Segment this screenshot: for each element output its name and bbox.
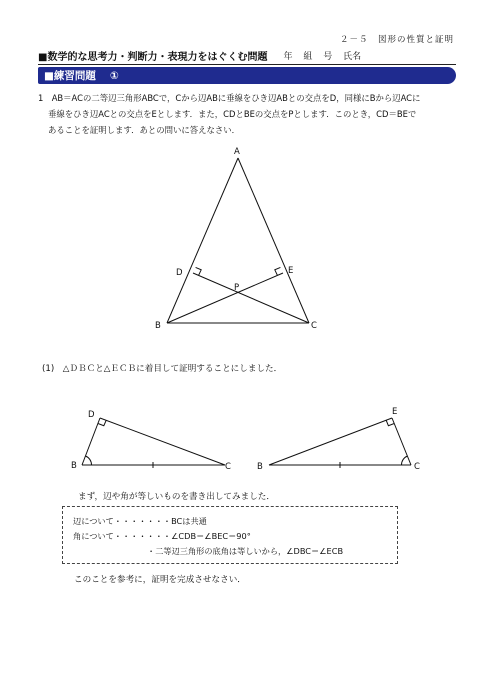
instruction-note-2: このことを参考に，証明を完成させなさい． — [74, 575, 246, 585]
angle-arc-C-right — [401, 456, 407, 465]
label-D: D — [176, 268, 183, 278]
side-DC — [100, 418, 225, 465]
label-P: P — [234, 283, 240, 293]
label-right-C: C — [414, 462, 420, 472]
hint-line-side: 辺について・・・・・・・BCは共通 — [73, 516, 207, 526]
question-1: (1) △ＤＢＣと△ＥＣＢに着目して証明することにしました． — [42, 364, 283, 374]
main-triangle-figure — [167, 158, 309, 323]
hint-line-angle: 角について・・・・・・・∠CDB＝∠BEC＝90° — [73, 531, 251, 541]
exercise-label: ■練習問題 — [44, 70, 96, 82]
side-EC — [392, 418, 411, 465]
label-left-C: C — [225, 462, 231, 472]
angle-arc-B-left — [86, 456, 92, 465]
hint-box — [62, 506, 398, 564]
label-right-B: B — [257, 462, 263, 472]
class-label: 組 — [303, 51, 313, 62]
side-BE — [269, 418, 392, 465]
triangle-DBC-figure — [82, 418, 225, 468]
name-label: 氏名 — [343, 51, 362, 62]
label-E: E — [288, 266, 294, 276]
page-title: ■数学的な思考力・判断力・表現力をはぐくむ問題 — [38, 51, 268, 63]
problem-line-1: 1 AB＝ACの二等辺三角形ABCで，Cから辺ABに垂線をひき辺ABとの交点をD，同様にBから辺ACに — [38, 93, 421, 103]
label-B: B — [155, 321, 161, 331]
problem-line-3: あることを証明します．あとの問いに答えなさい． — [48, 125, 240, 135]
label-left-B: B — [71, 461, 77, 471]
side-BD — [82, 418, 100, 465]
exercise-number: ① — [109, 69, 119, 82]
section-header: ２－５ 図形の性質と証明 — [339, 35, 454, 45]
label-right-E: E — [392, 407, 398, 417]
side-AC — [238, 158, 309, 323]
number-label: 号 — [323, 51, 333, 62]
hint-line-base-angle: ・二等辺三角形の底角は等しいから，∠DBC＝∠ECB — [147, 546, 344, 556]
instruction-note-1: まず，辺や角が等しいものを書き出してみました． — [78, 492, 275, 502]
segment-CD — [193, 273, 309, 323]
side-AB — [167, 158, 238, 323]
label-A: A — [234, 147, 240, 157]
problem-line-2: 垂線をひき辺ACとの交点をEとします．また，CDとBEの交点をPとします．このとき，CD＝BEで — [48, 109, 417, 119]
segment-BE — [167, 273, 283, 323]
year-label: 年 — [283, 51, 293, 62]
triangle-ECB-figure — [269, 418, 411, 468]
label-left-D: D — [88, 410, 95, 420]
label-C: C — [311, 321, 317, 331]
